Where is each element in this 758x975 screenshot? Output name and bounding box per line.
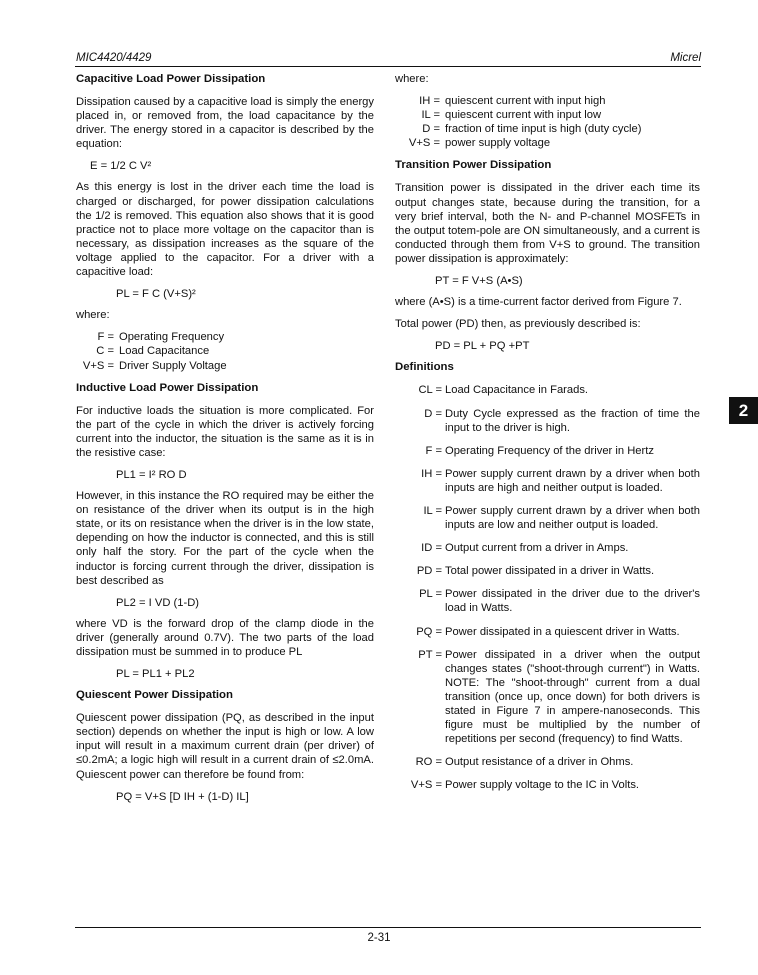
variable-symbol: C = <box>96 345 114 358</box>
definition-symbol: PT = <box>418 648 442 661</box>
definition-symbol: RO = <box>415 756 442 769</box>
where-label-left: where: <box>76 309 110 322</box>
equation-pd: PD = PL + PQ +PT <box>435 340 530 353</box>
definition-text: Output current from a driver in Amps. <box>445 542 629 555</box>
footer-rule <box>75 927 701 928</box>
variable-symbol: F = <box>97 331 114 344</box>
capacitive-paragraph-2: As this energy is lost in the driver each time the load is charged or discharged, for power dissipation calculations the 1/2 is removed. This equation also shows that it is good practice not to place more voltage on the capacitor than is necessary, as dissipation increases as the square of the voltage applied to the capacitor. For a driver with a capacitive load: <box>76 181 374 279</box>
transition-paragraph-3: Total power (PD) then, as previously described is: <box>395 318 641 331</box>
definitions-list <box>395 383 700 792</box>
equation-pq: PQ = V+S [D IH + (1-D) IL] <box>116 790 249 803</box>
transition-paragraph-1: Transition power is dissipated in the driver each time its output changes state, because during the transition, for a very brief interval, both the N- and P-channel MOSFETs in the output totem-pole are ON simultaneously, and a current is conducted through them from V+S to ground. The transition power dissipation is approximately: <box>395 182 700 265</box>
definition-row <box>395 755 700 769</box>
definition-symbol: PQ = <box>416 625 442 638</box>
definition-symbol: V+S = <box>410 779 442 792</box>
variable-symbol: IL = <box>421 109 440 122</box>
inductive-paragraph-1: For inductive loads the situation is more complicated. For the part of the cycle in which the driver is actively forcing current into the inductor, the situation is the same as it is in the resistive case: <box>76 404 374 459</box>
variable-symbol: D = <box>422 123 440 136</box>
definition-symbol: PL = <box>419 588 442 601</box>
quiescent-paragraph: Quiescent power dissipation (PQ, as described in the input section) depends on whether the input is high or low. A low input will result in a maximum current drain (per driver) of ≤0.2mA; a logic high will result in a current drain of ≤2.0mA. Quiescent power can therefore be found from: <box>76 712 374 781</box>
section-title-quiescent: Quiescent Power Dissipation <box>76 689 233 702</box>
capacitive-variables <box>76 330 374 372</box>
definition-row <box>395 564 700 578</box>
definition-text: Total power dissipated in a driver in Watts. <box>445 565 655 578</box>
capacitive-paragraph-1: Dissipation caused by a capacitive load is simply the energy placed in, or removed from, the load capacitance by the driver. The energy stored in a capacitor is described by the equation: <box>76 96 374 151</box>
definition-row <box>395 407 700 435</box>
variable-desc: fraction of time input is high (duty cycle) <box>445 123 642 136</box>
right-column <box>395 72 700 801</box>
definition-symbol: CL = <box>418 384 442 397</box>
definition-text: Power dissipated in the driver due to the driver's load in Watts. <box>445 588 700 615</box>
variable-row <box>395 94 700 108</box>
variable-row <box>395 122 700 136</box>
where-label-right: where: <box>395 73 429 85</box>
definition-row <box>395 467 700 495</box>
definition-text: Output resistance of a driver in Ohms. <box>445 756 634 769</box>
definition-row <box>395 444 700 458</box>
equation-pl2: PL2 = I VD (1-D) <box>116 596 199 609</box>
definition-symbol: F = <box>425 444 442 457</box>
definition-symbol: IL = <box>423 504 442 517</box>
definition-row <box>395 504 700 532</box>
section-title-transition: Transition Power Dissipation <box>395 159 552 172</box>
header-rule <box>75 66 701 67</box>
variable-desc: power supply voltage <box>445 137 551 150</box>
definition-text: Power dissipated in a driver when the output changes states ("shoot-through current") in Watts. NOTE: The "shoot-through" current from a dual transition (once up, once down) for both drivers is stated in Figure 7 in ampere-nanoseconds. This figure must be multiplied by the number of repetitions per second (frequency) to find Watts. <box>445 648 700 746</box>
variable-desc: Load Capacitance <box>119 345 210 358</box>
definition-symbol: ID = <box>421 542 442 555</box>
definition-text: Power supply current drawn by a driver when both inputs are low and neither output is loaded. <box>445 504 700 532</box>
definition-text: Duty Cycle expressed as the fraction of time the input to the driver is high. <box>445 407 700 434</box>
definition-row <box>395 625 700 639</box>
header-brand: Micrel <box>670 52 701 64</box>
left-column <box>76 72 374 811</box>
variable-symbol: V+S = <box>408 137 440 150</box>
section-title-definitions: Definitions <box>395 361 454 374</box>
definition-symbol: IH = <box>421 467 442 480</box>
variable-desc: quiescent current with input low <box>445 109 602 122</box>
variable-row <box>395 108 700 122</box>
section-title-capacitive: Capacitive Load Power Dissipation <box>76 73 266 85</box>
definition-row <box>395 587 700 615</box>
header-doc-id: MIC4420/4429 <box>76 52 152 64</box>
transition-paragraph-2: where (A•S) is a time-current factor derived from Figure 7. <box>395 296 682 309</box>
definition-row <box>395 383 700 397</box>
equation-pt: PT = F V+S (A•S) <box>435 275 523 288</box>
variable-desc: Operating Frequency <box>119 331 225 344</box>
section-title-inductive: Inductive Load Power Dissipation <box>76 381 259 394</box>
definition-row <box>395 648 700 747</box>
definition-text: Power supply current drawn by a driver when both inputs are high and neither output is loaded. <box>445 467 700 494</box>
section-tab-marker: 2 <box>729 397 758 424</box>
equation-pl: PL = F C (V+S)² <box>116 288 196 301</box>
definition-symbol: D = <box>424 407 442 420</box>
inductive-paragraph-3: where VD is the forward drop of the clamp diode in the driver (generally around 0.7V). The two parts of the load dissipation must be summed in to produce PL <box>76 617 374 658</box>
equation-energy: E = 1/2 C V² <box>90 160 152 173</box>
definition-symbol: PD = <box>416 565 442 578</box>
variable-row <box>76 359 374 373</box>
definition-text: Power supply voltage to the IC in Volts. <box>445 779 640 792</box>
equation-pl1: PL1 = I² RO D <box>116 468 187 481</box>
page-number: 2-31 <box>367 932 391 944</box>
definition-row <box>395 541 700 555</box>
variable-desc: Driver Supply Voltage <box>119 359 227 372</box>
definition-text: Operating Frequency of the driver in Hertz <box>445 444 654 457</box>
variable-row <box>76 330 374 344</box>
variable-symbol: V+S = <box>82 359 114 372</box>
variable-row <box>395 136 700 150</box>
equation-pl-sum: PL = PL1 + PL2 <box>116 668 195 681</box>
variable-symbol: IH = <box>419 95 440 108</box>
definition-text: Load Capacitance in Farads. <box>445 384 589 397</box>
definition-text: Power dissipated in a quiescent driver in Watts. <box>445 625 680 638</box>
variable-desc: quiescent current with input high <box>445 95 606 108</box>
quiescent-variables <box>395 94 700 150</box>
inductive-paragraph-2: However, in this instance the RO required may be either the on resistance of the driver when its output is in the high state, or its on resistance when the driver is in the low state, depending on how the inductor is connected, and this is still only half the story. For the part of the cycle when the inductor is forcing current through the driver, dissipation is best described as <box>76 490 374 587</box>
variable-row <box>76 344 374 358</box>
definition-row <box>395 778 700 792</box>
